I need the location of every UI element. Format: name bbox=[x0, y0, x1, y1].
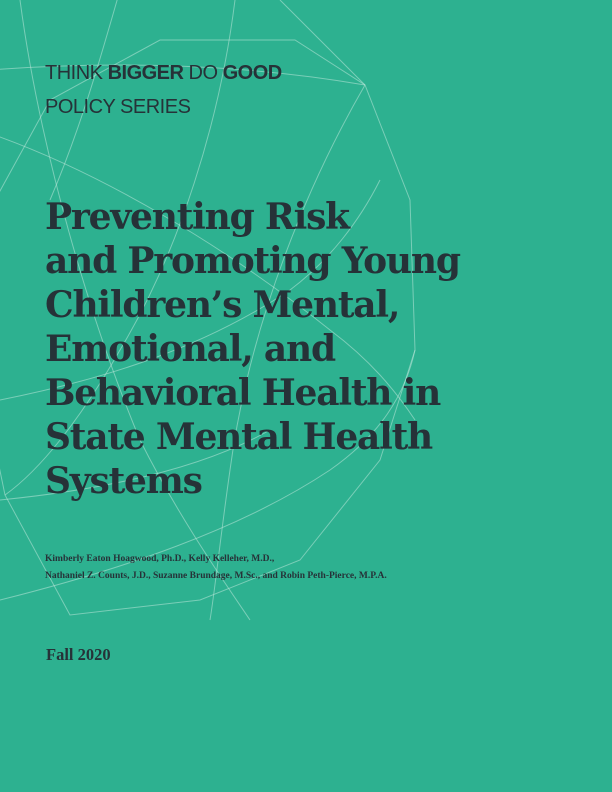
title-line-2: and Promoting Young bbox=[45, 240, 460, 282]
title-line-7: Systems bbox=[45, 460, 202, 502]
decor-curve-i bbox=[280, 0, 365, 85]
author-line-2: Nathaniel Z. Counts, J.D., Suzanne Brundage, M.Sc., and Robin Peth-Pierce, M.P.A. bbox=[45, 571, 387, 581]
series-name: POLICY SERIES bbox=[45, 96, 191, 118]
author-list bbox=[45, 551, 387, 585]
document-title bbox=[45, 195, 485, 503]
title-line-1: Preventing Risk bbox=[45, 196, 349, 238]
title-line-5: Behavioral Health in bbox=[45, 372, 441, 414]
tagline-think: THINK bbox=[45, 62, 103, 84]
title-line-6: State Mental Health bbox=[45, 416, 433, 458]
title-line-4: Emotional, and bbox=[45, 328, 335, 370]
tagline-bigger: BIGGER bbox=[107, 62, 184, 84]
series-tagline bbox=[45, 63, 282, 83]
tagline-good: GOOD bbox=[222, 62, 282, 84]
publication-date: Fall 2020 bbox=[46, 645, 111, 664]
tagline-do: DO bbox=[188, 62, 218, 84]
title-line-3: Children’s Mental, bbox=[45, 284, 400, 326]
author-line-1: Kimberly Eaton Hoagwood, Ph.D., Kelly Kelleher, M.D., bbox=[45, 554, 275, 564]
